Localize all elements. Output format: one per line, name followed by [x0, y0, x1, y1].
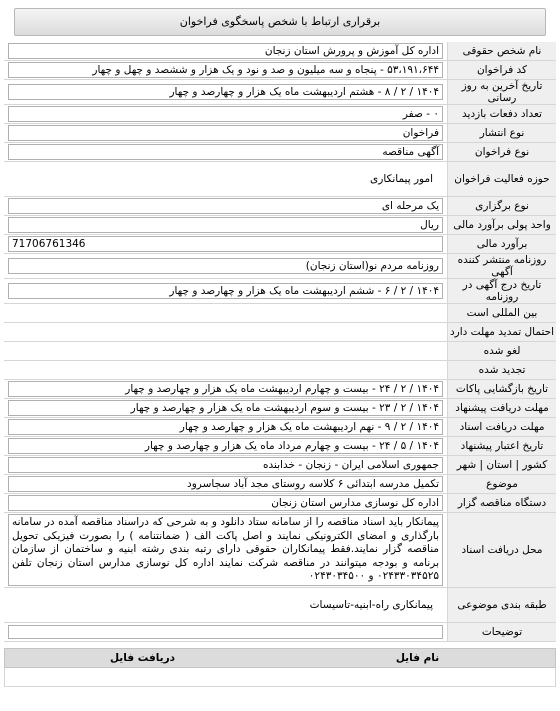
notes-value [8, 625, 443, 639]
field-row [4, 494, 556, 513]
field-row [4, 380, 556, 399]
field-value: ۰ - صفر [8, 106, 443, 122]
field-row [4, 323, 556, 342]
field-row [4, 279, 556, 304]
notes-label: توضیحات [447, 623, 556, 641]
field-row [4, 124, 556, 143]
field-value: ۱۴۰۴ / ۲ / ۶ - ششم اردیبهشت ماه یک هزار و چهارصد و چهار [8, 283, 443, 299]
field-value: ۱۴۰۴ / ۵ / ۲۴ - بیست و چهارم مرداد ماه یک هزار و چهارصد و چهار [8, 438, 443, 454]
field-label: مهلت دریافت اسناد [447, 418, 556, 436]
field-value: 71706761346 [8, 236, 443, 252]
field-label: کد فراخوان [447, 61, 556, 79]
field-value: ۵۳،۱۹۱،۶۴۴ - پنجاه و سه میلیون و صد و نود و یک هزار و ششصد و چهل و چهار [8, 62, 443, 78]
field-value: ۱۴۰۴ / ۲ / ۹ - نهم اردیبهشت ماه یک هزار و چهارصد و چهار [8, 419, 443, 435]
category-row [4, 588, 556, 623]
field-value: ۱۴۰۴ / ۲ / ۸ - هشتم اردیبهشت ماه یک هزار و چهارصد و چهار [8, 84, 443, 100]
field-value: تکمیل مدرسه ابتدائی ۶ کلاسه روستای مجد آباد سجاسرود [8, 476, 443, 492]
field-value: فراخوان [8, 125, 443, 141]
field-label: تعداد دفعات بازدید [447, 105, 556, 123]
file-row [4, 668, 556, 687]
field-label: حوزه فعالیت فراخوان [447, 162, 556, 196]
field-row [4, 456, 556, 475]
field-row [4, 361, 556, 380]
field-label: تجدید شده [447, 361, 556, 379]
field-row [4, 304, 556, 323]
field-label: نوع برگزاری [447, 197, 556, 215]
field-row [4, 42, 556, 61]
field-value: ریال [8, 217, 443, 233]
document-method-row [4, 513, 556, 588]
fields-table [4, 42, 556, 513]
document-method-label: محل دریافت اسناد [447, 513, 556, 587]
field-row [4, 105, 556, 124]
notes-row [4, 623, 556, 642]
field-label: لغو شده [447, 342, 556, 360]
field-value: جمهوری اسلامی ایران - زنجان - خدابنده [8, 457, 443, 473]
field-row [4, 197, 556, 216]
field-value: اداره کل آموزش و پرورش استان زنجان [8, 43, 443, 59]
field-value: روزنامه مردم نو(استان زنجان) [8, 258, 443, 274]
field-label: نام شخص حقوقی [447, 42, 556, 60]
field-value: امور پیمانکاری [370, 173, 433, 185]
field-value: ۱۴۰۴ / ۲ / ۲۴ - بیست و چهارم اردیبهشت ماه یک هزار و چهارصد و چهار [8, 381, 443, 397]
page-title: برقراری ارتباط با شخص پاسخگوی فراخوان [14, 8, 546, 36]
field-label: تاریخ درج آگهی در روزنامه [447, 279, 556, 303]
field-label: واحد پولی برآورد مالی [447, 216, 556, 234]
field-row [4, 475, 556, 494]
field-row [4, 80, 556, 105]
tender-detail-page [4, 4, 556, 687]
field-label: بین المللی است [447, 304, 556, 322]
category-label: طبقه بندی موضوعی [447, 588, 556, 622]
field-value: آگهی مناقصه [8, 144, 443, 160]
field-label: برآورد مالی [447, 235, 556, 253]
field-row [4, 399, 556, 418]
field-value: یک مرحله ای [8, 198, 443, 214]
field-label: تاریخ اعتبار پیشنهاد [447, 437, 556, 455]
field-row [4, 418, 556, 437]
document-method-value: پیمانکار باید اسناد مناقصه را از سامانه ستاد دانلود و به شرحی که دراسناد مناقصه آمده در سامانه بارگذاری و امضای الکترونیکی نمایند و اصل پاکت الف ( ضمانتنامه ) را بصورت فیزیکی تحویل مناقصه گزار نمایند.فقط پیمانکاران حقوقی دارای رتبه بندی رشته ابنیه و ساختمان از سازمان برنامه و بودجه میتوانند در مناقصه شرکت نمایند اداره کل نوسازی مدارس استان زنجان تلفن ۰۲۴۳۳۰۳۴۵۲۵ و ۰۲۴۳۰۳۴۵۰۰ [8, 514, 443, 586]
field-value: ۱۴۰۴ / ۲ / ۲۳ - بیست و سوم اردیبهشت ماه یک هزار و چهارصد و چهار [8, 400, 443, 416]
field-row [4, 235, 556, 254]
field-row [4, 254, 556, 279]
field-label: نوع انتشار [447, 124, 556, 142]
field-label: تاریخ آخرین به روز رسانی [447, 80, 556, 104]
field-row [4, 437, 556, 456]
category-value: پیمانکاری راه-ابنیه-تاسیسات [309, 598, 433, 611]
field-row [4, 216, 556, 235]
file-download-header: دریافت فایل [109, 651, 176, 664]
field-label: موضوع [447, 475, 556, 493]
files-table-header [4, 648, 556, 668]
field-value: اداره کل نوسازی مدارس استان زنجان [8, 495, 443, 511]
field-label: کشور | استان | شهر [447, 456, 556, 474]
file-name-header: نام فایل [395, 651, 440, 664]
field-row [4, 143, 556, 162]
field-label: احتمال تمدید مهلت دارد [447, 323, 556, 341]
field-label: مهلت دریافت پیشنهاد [447, 399, 556, 417]
field-label: روزنامه منتشر کننده آگهی [447, 254, 556, 278]
field-row [4, 162, 556, 197]
field-label: تاریخ بازگشایی پاکات [447, 380, 556, 398]
field-label: نوع فراخوان [447, 143, 556, 161]
field-label: دستگاه مناقصه گزار [447, 494, 556, 512]
field-row [4, 61, 556, 80]
field-row [4, 342, 556, 361]
